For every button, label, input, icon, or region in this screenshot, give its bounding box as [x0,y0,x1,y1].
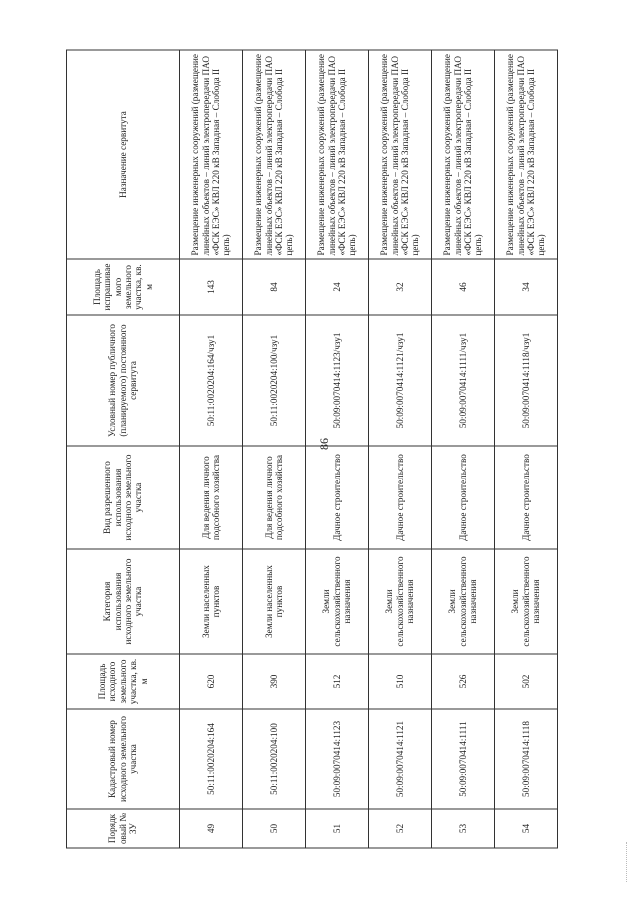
table-row [306,50,369,848]
header-source-area: Площадь исходного земельного участка, кв. м [67,654,180,709]
cell-easement-number: 50:11:0020204:100/чзу1 [243,315,306,446]
cell-easement-purpose: Размещение инженерных сооружений (размещение линейных объектов – линий электропередачи ПАО «ФСК ЕЭС» КВЛ 220 кВ Западная – Слобода II цепь) [495,50,558,259]
cell-source-area: 512 [306,654,369,709]
table-body [180,50,558,848]
cell-source-area: 526 [432,654,495,709]
cell-easement-purpose: Размещение инженерных сооружений (размещение линейных объектов – линий электропередачи ПАО «ФСК ЕЭС» КВЛ 220 кВ Западная – Слобода II цепь) [369,50,432,259]
header-row [67,50,180,848]
cell-permitted-use: Для ведения личного подсобного хозяйства [180,446,243,549]
cell-land-category: Земли населенных пунктов [243,549,306,654]
header-land-category: Категория использования исходного земельного участка [67,549,180,654]
cell-easement-number: 50:09:0070414:1111/чзу1 [432,315,495,446]
cell-permitted-use: Дачное строительство [432,446,495,549]
header-requested-area: Площадь испрашиваемого земельного участка, кв. м [67,259,180,315]
cell-permitted-use: Дачное строительство [369,446,432,549]
page-number: 86 [317,438,331,450]
table-row [180,50,243,848]
header-permitted-use: Вид разрешенного использования исходного земельного участка [67,446,180,549]
cell-source-area: 390 [243,654,306,709]
scan-edge-mark [626,842,629,882]
cell-requested-area: 46 [432,259,495,315]
cell-source-area: 502 [495,654,558,709]
cell-easement-purpose: Размещение инженерных сооружений (размещение линейных объектов – линий электропередачи ПАО «ФСК ЕЭС» КВЛ 220 кВ Западная – Слобода II цепь) [432,50,495,259]
cell-plot-number: 51 [306,809,369,848]
cell-land-category: Земли сельскохозяйственного назначения [306,549,369,654]
cell-cadastral-number: 50:11:0020204:164 [180,709,243,809]
header-easement-purpose: Назначение сервитута [67,50,180,259]
cell-cadastral-number: 50:09:0070414:1118 [495,709,558,809]
cell-requested-area: 143 [180,259,243,315]
cell-permitted-use: Для ведения личного подсобного хозяйства [243,446,306,549]
cell-plot-number: 53 [432,809,495,848]
cell-cadastral-number: 50:09:0070414:1123 [306,709,369,809]
cell-plot-number: 52 [369,809,432,848]
table-frame [69,50,555,848]
cell-source-area: 510 [369,654,432,709]
cell-plot-number: 54 [495,809,558,848]
cell-plot-number: 49 [180,809,243,848]
cell-permitted-use: Дачное строительство [495,446,558,549]
cell-requested-area: 32 [369,259,432,315]
cell-easement-number: 50:09:0070414:1123/чзу1 [306,315,369,446]
cell-permitted-use: Дачное строительство [306,446,369,549]
cell-requested-area: 24 [306,259,369,315]
cell-easement-purpose: Размещение инженерных сооружений (размещение линейных объектов – линий электропередачи ПАО «ФСК ЕЭС» КВЛ 220 кВ Западная – Слобода II цепь) [306,50,369,259]
cell-land-category: Земли сельскохозяйственного назначения [432,549,495,654]
table-row [495,50,558,848]
cell-land-category: Земли населенных пунктов [180,549,243,654]
cell-cadastral-number: 50:11:0020204:100 [243,709,306,809]
cell-easement-purpose: Размещение инженерных сооружений (размещение линейных объектов – линий электропередачи ПАО «ФСК ЕЭС» КВЛ 220 кВ Западная – Слобода II цепь) [243,50,306,259]
cell-easement-number: 50:11:0020204:164/чзу1 [180,315,243,446]
cell-easement-purpose: Размещение инженерных сооружений (размещение линейных объектов – линий электропередачи ПАО «ФСК ЕЭС» КВЛ 220 кВ Западная – Слобода II цепь) [180,50,243,259]
cell-land-category: Земли сельскохозяйственного назначения [369,549,432,654]
table-row [369,50,432,848]
header-easement-number: Условный номер публичного (планируемого) постоянного сервитута [67,315,180,446]
header-cadastral-number: Кадастровый номер исходного земельного участка [67,709,180,809]
cell-plot-number: 50 [243,809,306,848]
cell-requested-area: 34 [495,259,558,315]
cell-requested-area: 84 [243,259,306,315]
cell-source-area: 620 [180,654,243,709]
cell-easement-number: 50:09:0070414:1118/чзу1 [495,315,558,446]
cell-cadastral-number: 50:09:0070414:1111 [432,709,495,809]
cell-easement-number: 50:09:0070414:1121/чзу1 [369,315,432,446]
table-row [243,50,306,848]
table-row [432,50,495,848]
cell-cadastral-number: 50:09:0070414:1121 [369,709,432,809]
header-plot-number: Порядковый № ЗУ [67,809,180,848]
cell-land-category: Земли сельскохозяйственного назначения [495,549,558,654]
easement-table [66,50,558,849]
table-header [67,50,180,848]
